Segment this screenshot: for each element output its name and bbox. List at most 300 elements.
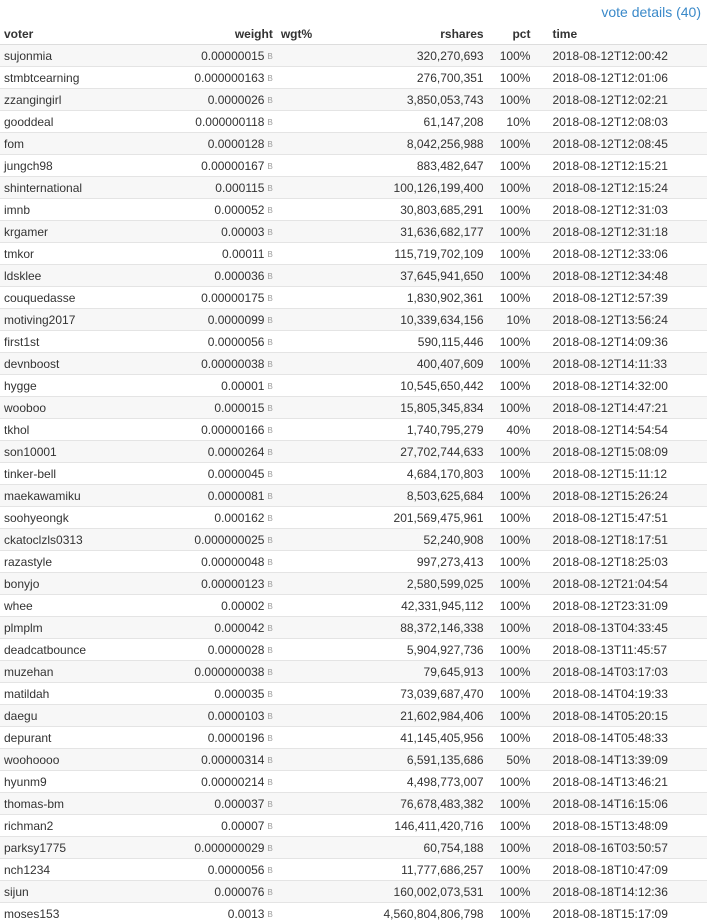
currency-icon: B bbox=[267, 403, 273, 413]
voter-cell[interactable]: jungch98 bbox=[0, 155, 160, 177]
pct-cell: 100% bbox=[488, 89, 535, 111]
voter-cell[interactable]: hygge bbox=[0, 375, 160, 397]
pct-cell: 100% bbox=[488, 375, 535, 397]
weight-cell bbox=[160, 573, 277, 595]
table-row bbox=[0, 551, 707, 573]
wgt-pct-cell bbox=[277, 815, 343, 837]
weight-value: 0.0000196 bbox=[207, 730, 265, 745]
table-row bbox=[0, 771, 707, 793]
wgt-pct-cell bbox=[277, 397, 343, 419]
weight-value: 0.0000045 bbox=[207, 466, 265, 481]
wgt-pct-cell bbox=[277, 617, 343, 639]
wgt-pct-cell bbox=[277, 529, 343, 551]
time-cell: 2018-08-12T12:33:06 bbox=[534, 243, 707, 265]
weight-value: 0.00000175 bbox=[201, 290, 265, 305]
rshares-cell: 115,719,702,109 bbox=[343, 243, 488, 265]
currency-icon: B bbox=[267, 733, 273, 743]
weight-cell bbox=[160, 881, 277, 903]
column-header-time[interactable]: time bbox=[534, 23, 707, 45]
voter-cell[interactable]: thomas-bm bbox=[0, 793, 160, 815]
rshares-cell: 4,498,773,007 bbox=[343, 771, 488, 793]
table-row bbox=[0, 749, 707, 771]
wgt-pct-cell bbox=[277, 89, 343, 111]
wgt-pct-cell bbox=[277, 419, 343, 441]
column-header-weight[interactable]: weight bbox=[160, 23, 277, 45]
rshares-cell: 10,339,634,156 bbox=[343, 309, 488, 331]
wgt-pct-cell bbox=[277, 881, 343, 903]
time-cell: 2018-08-18T15:17:09 bbox=[534, 903, 707, 924]
table-row bbox=[0, 529, 707, 551]
weight-cell bbox=[160, 683, 277, 705]
wgt-pct-cell bbox=[277, 661, 343, 683]
table-row bbox=[0, 441, 707, 463]
weight-value: 0.0000056 bbox=[207, 334, 265, 349]
table-row bbox=[0, 89, 707, 111]
wgt-pct-cell bbox=[277, 595, 343, 617]
table-row bbox=[0, 243, 707, 265]
voter-cell[interactable]: gooddeal bbox=[0, 111, 160, 133]
table-row bbox=[0, 705, 707, 727]
time-cell: 2018-08-12T15:11:12 bbox=[534, 463, 707, 485]
pct-cell: 100% bbox=[488, 353, 535, 375]
weight-value: 0.0000026 bbox=[207, 92, 265, 107]
rshares-cell: 52,240,908 bbox=[343, 529, 488, 551]
weight-value: 0.00002 bbox=[221, 598, 265, 613]
wgt-pct-cell bbox=[277, 793, 343, 815]
voter-cell[interactable]: nch1234 bbox=[0, 859, 160, 881]
voter-cell[interactable]: imnb bbox=[0, 199, 160, 221]
table-row bbox=[0, 419, 707, 441]
pct-cell: 100% bbox=[488, 903, 535, 924]
table-row bbox=[0, 331, 707, 353]
pct-cell: 100% bbox=[488, 199, 535, 221]
rshares-cell: 4,560,804,806,798 bbox=[343, 903, 488, 924]
time-cell: 2018-08-12T14:47:21 bbox=[534, 397, 707, 419]
pct-cell: 100% bbox=[488, 727, 535, 749]
wgt-pct-cell bbox=[277, 331, 343, 353]
time-cell: 2018-08-12T14:11:33 bbox=[534, 353, 707, 375]
rshares-cell: 146,411,420,716 bbox=[343, 815, 488, 837]
time-cell: 2018-08-12T12:15:21 bbox=[534, 155, 707, 177]
wgt-pct-cell bbox=[277, 177, 343, 199]
pct-cell: 10% bbox=[488, 111, 535, 133]
currency-icon: B bbox=[267, 513, 273, 523]
weight-cell bbox=[160, 859, 277, 881]
time-cell: 2018-08-12T12:34:48 bbox=[534, 265, 707, 287]
weight-cell bbox=[160, 397, 277, 419]
rshares-cell: 61,147,208 bbox=[343, 111, 488, 133]
wgt-pct-cell bbox=[277, 243, 343, 265]
weight-value: 0.000000029 bbox=[194, 840, 265, 855]
table-row bbox=[0, 177, 707, 199]
weight-value: 0.0000128 bbox=[207, 136, 265, 151]
currency-icon: B bbox=[267, 909, 273, 919]
voter-cell[interactable]: krgamer bbox=[0, 221, 160, 243]
weight-cell bbox=[160, 353, 277, 375]
voter-cell[interactable]: moses153 bbox=[0, 903, 160, 924]
pct-cell: 100% bbox=[488, 507, 535, 529]
currency-icon: B bbox=[267, 183, 273, 193]
time-cell: 2018-08-12T12:02:21 bbox=[534, 89, 707, 111]
voter-cell[interactable]: bonyjo bbox=[0, 573, 160, 595]
pct-cell: 100% bbox=[488, 551, 535, 573]
time-cell: 2018-08-12T23:31:09 bbox=[534, 595, 707, 617]
table-row bbox=[0, 375, 707, 397]
table-row bbox=[0, 859, 707, 881]
wgt-pct-cell bbox=[277, 265, 343, 287]
voter-cell[interactable]: richman2 bbox=[0, 815, 160, 837]
time-cell: 2018-08-14T16:15:06 bbox=[534, 793, 707, 815]
weight-value: 0.0013 bbox=[227, 906, 265, 921]
wgt-pct-cell bbox=[277, 683, 343, 705]
pct-cell: 100% bbox=[488, 705, 535, 727]
rshares-cell: 5,904,927,736 bbox=[343, 639, 488, 661]
pct-cell: 100% bbox=[488, 683, 535, 705]
voter-cell[interactable]: stmbtcearning bbox=[0, 67, 160, 89]
rshares-cell: 41,145,405,956 bbox=[343, 727, 488, 749]
voter-cell[interactable]: matildah bbox=[0, 683, 160, 705]
currency-icon: B bbox=[267, 271, 273, 281]
currency-icon: B bbox=[267, 689, 273, 699]
weight-value: 0.00003 bbox=[221, 224, 265, 239]
voter-cell[interactable]: soohyeongk bbox=[0, 507, 160, 529]
rshares-cell: 79,645,913 bbox=[343, 661, 488, 683]
rshares-cell: 27,702,744,633 bbox=[343, 441, 488, 463]
voter-cell[interactable]: wooboo bbox=[0, 397, 160, 419]
rshares-cell: 37,645,941,650 bbox=[343, 265, 488, 287]
rshares-cell: 73,039,687,470 bbox=[343, 683, 488, 705]
currency-icon: B bbox=[267, 117, 273, 127]
wgt-pct-cell bbox=[277, 573, 343, 595]
wgt-pct-cell bbox=[277, 67, 343, 89]
weight-cell bbox=[160, 903, 277, 924]
weight-cell bbox=[160, 639, 277, 661]
rshares-cell: 201,569,475,961 bbox=[343, 507, 488, 529]
weight-value: 0.000036 bbox=[214, 268, 265, 283]
voter-cell[interactable]: couquedasse bbox=[0, 287, 160, 309]
table-row bbox=[0, 595, 707, 617]
voter-cell[interactable]: deadcatbounce bbox=[0, 639, 160, 661]
weight-cell bbox=[160, 705, 277, 727]
wgt-pct-cell bbox=[277, 287, 343, 309]
currency-icon: B bbox=[267, 557, 273, 567]
currency-icon: B bbox=[267, 337, 273, 347]
voter-cell[interactable]: first1st bbox=[0, 331, 160, 353]
table-row bbox=[0, 837, 707, 859]
voter-cell[interactable]: motiving2017 bbox=[0, 309, 160, 331]
pct-cell: 100% bbox=[488, 837, 535, 859]
table-row bbox=[0, 485, 707, 507]
wgt-pct-cell bbox=[277, 441, 343, 463]
weight-value: 0.00000123 bbox=[201, 576, 265, 591]
voter-cell[interactable]: muzehan bbox=[0, 661, 160, 683]
voter-cell[interactable]: tmkor bbox=[0, 243, 160, 265]
vote-details-link[interactable] bbox=[601, 4, 701, 20]
pct-cell: 100% bbox=[488, 45, 535, 67]
wgt-pct-cell bbox=[277, 309, 343, 331]
table-row bbox=[0, 463, 707, 485]
voter-cell[interactable]: devnboost bbox=[0, 353, 160, 375]
voter-cell[interactable]: shinternational bbox=[0, 177, 160, 199]
currency-icon: B bbox=[267, 359, 273, 369]
weight-value: 0.0000056 bbox=[207, 862, 265, 877]
weight-cell bbox=[160, 793, 277, 815]
time-cell: 2018-08-14T03:17:03 bbox=[534, 661, 707, 683]
voter-cell[interactable]: razastyle bbox=[0, 551, 160, 573]
rshares-cell: 30,803,685,291 bbox=[343, 199, 488, 221]
vote-details-header bbox=[0, 0, 707, 23]
table-row bbox=[0, 309, 707, 331]
table-row bbox=[0, 221, 707, 243]
table-row bbox=[0, 815, 707, 837]
table-row bbox=[0, 155, 707, 177]
weight-value: 0.00001 bbox=[221, 378, 265, 393]
pct-cell: 100% bbox=[488, 155, 535, 177]
time-cell: 2018-08-14T05:48:33 bbox=[534, 727, 707, 749]
table-row bbox=[0, 353, 707, 375]
weight-value: 0.000035 bbox=[214, 686, 265, 701]
voter-cell[interactable]: maekawamiku bbox=[0, 485, 160, 507]
voter-cell[interactable]: tinker-bell bbox=[0, 463, 160, 485]
table-row bbox=[0, 661, 707, 683]
pct-cell: 100% bbox=[488, 463, 535, 485]
voter-cell[interactable]: plmplm bbox=[0, 617, 160, 639]
wgt-pct-cell bbox=[277, 221, 343, 243]
rshares-cell: 1,740,795,279 bbox=[343, 419, 488, 441]
currency-icon: B bbox=[267, 381, 273, 391]
weight-value: 0.000042 bbox=[214, 620, 265, 635]
pct-cell: 100% bbox=[488, 485, 535, 507]
column-header-pct[interactable]: pct bbox=[488, 23, 535, 45]
weight-value: 0.000162 bbox=[214, 510, 265, 525]
rshares-cell: 400,407,609 bbox=[343, 353, 488, 375]
pct-cell: 100% bbox=[488, 265, 535, 287]
rshares-cell: 15,805,345,834 bbox=[343, 397, 488, 419]
wgt-pct-cell bbox=[277, 353, 343, 375]
currency-icon: B bbox=[267, 777, 273, 787]
voter-cell[interactable]: ldsklee bbox=[0, 265, 160, 287]
voter-cell[interactable]: parksy1775 bbox=[0, 837, 160, 859]
weight-value: 0.00011 bbox=[221, 246, 265, 261]
table-row bbox=[0, 507, 707, 529]
time-cell: 2018-08-12T21:04:54 bbox=[534, 573, 707, 595]
rshares-cell: 100,126,199,400 bbox=[343, 177, 488, 199]
currency-icon: B bbox=[267, 799, 273, 809]
voter-cell[interactable]: fom bbox=[0, 133, 160, 155]
rshares-cell: 76,678,483,382 bbox=[343, 793, 488, 815]
time-cell: 2018-08-12T13:56:24 bbox=[534, 309, 707, 331]
weight-cell bbox=[160, 111, 277, 133]
weight-cell bbox=[160, 485, 277, 507]
time-cell: 2018-08-13T11:45:57 bbox=[534, 639, 707, 661]
weight-value: 0.000052 bbox=[214, 202, 265, 217]
table-row bbox=[0, 111, 707, 133]
weight-cell bbox=[160, 837, 277, 859]
currency-icon: B bbox=[267, 249, 273, 259]
time-cell: 2018-08-12T18:17:51 bbox=[534, 529, 707, 551]
voter-cell[interactable]: son10001 bbox=[0, 441, 160, 463]
rshares-cell: 60,754,188 bbox=[343, 837, 488, 859]
weight-cell bbox=[160, 419, 277, 441]
wgt-pct-cell bbox=[277, 903, 343, 924]
table-row bbox=[0, 617, 707, 639]
time-cell: 2018-08-14T05:20:15 bbox=[534, 705, 707, 727]
weight-cell bbox=[160, 177, 277, 199]
weight-value: 0.00000214 bbox=[201, 774, 265, 789]
time-cell: 2018-08-13T04:33:45 bbox=[534, 617, 707, 639]
time-cell: 2018-08-12T12:01:06 bbox=[534, 67, 707, 89]
currency-icon: B bbox=[267, 293, 273, 303]
weight-value: 0.00007 bbox=[221, 818, 265, 833]
weight-cell bbox=[160, 529, 277, 551]
time-cell: 2018-08-15T13:48:09 bbox=[534, 815, 707, 837]
pct-cell: 100% bbox=[488, 221, 535, 243]
weight-value: 0.00000314 bbox=[201, 752, 265, 767]
wgt-pct-cell bbox=[277, 859, 343, 881]
pct-cell: 100% bbox=[488, 881, 535, 903]
pct-cell: 100% bbox=[488, 287, 535, 309]
voter-cell[interactable]: ckatoclzls0313 bbox=[0, 529, 160, 551]
rshares-cell: 590,115,446 bbox=[343, 331, 488, 353]
weight-cell bbox=[160, 89, 277, 111]
column-header-wgt-pct[interactable]: wgt% bbox=[277, 23, 343, 45]
weight-cell bbox=[160, 551, 277, 573]
weight-cell bbox=[160, 243, 277, 265]
vote-count: (40) bbox=[676, 4, 701, 20]
time-cell: 2018-08-12T15:08:09 bbox=[534, 441, 707, 463]
table-row bbox=[0, 727, 707, 749]
voter-cell[interactable]: tkhol bbox=[0, 419, 160, 441]
wgt-pct-cell bbox=[277, 111, 343, 133]
rshares-cell: 1,830,902,361 bbox=[343, 287, 488, 309]
rshares-cell: 11,777,686,257 bbox=[343, 859, 488, 881]
wgt-pct-cell bbox=[277, 133, 343, 155]
pct-cell: 100% bbox=[488, 243, 535, 265]
currency-icon: B bbox=[267, 887, 273, 897]
wgt-pct-cell bbox=[277, 485, 343, 507]
pct-cell: 100% bbox=[488, 67, 535, 89]
table-row bbox=[0, 45, 707, 67]
time-cell: 2018-08-12T12:31:03 bbox=[534, 199, 707, 221]
currency-icon: B bbox=[267, 755, 273, 765]
weight-value: 0.00000038 bbox=[201, 356, 265, 371]
time-cell: 2018-08-12T12:15:24 bbox=[534, 177, 707, 199]
currency-icon: B bbox=[267, 821, 273, 831]
pct-cell: 100% bbox=[488, 815, 535, 837]
wgt-pct-cell bbox=[277, 199, 343, 221]
time-cell: 2018-08-14T13:39:09 bbox=[534, 749, 707, 771]
weight-value: 0.00000015 bbox=[201, 48, 265, 63]
table-row bbox=[0, 67, 707, 89]
column-header-rshares[interactable]: rshares bbox=[343, 23, 488, 45]
weight-cell bbox=[160, 287, 277, 309]
pct-cell: 100% bbox=[488, 859, 535, 881]
currency-icon: B bbox=[267, 491, 273, 501]
weight-value: 0.00000048 bbox=[201, 554, 265, 569]
currency-icon: B bbox=[267, 865, 273, 875]
wgt-pct-cell bbox=[277, 771, 343, 793]
voter-cell[interactable]: daegu bbox=[0, 705, 160, 727]
voter-cell[interactable]: zzangingirl bbox=[0, 89, 160, 111]
weight-cell bbox=[160, 375, 277, 397]
column-header-voter[interactable]: voter bbox=[0, 23, 160, 45]
table-row bbox=[0, 793, 707, 815]
weight-cell bbox=[160, 309, 277, 331]
time-cell: 2018-08-12T12:31:18 bbox=[534, 221, 707, 243]
weight-cell bbox=[160, 67, 277, 89]
currency-icon: B bbox=[267, 645, 273, 655]
weight-cell bbox=[160, 199, 277, 221]
pct-cell: 50% bbox=[488, 749, 535, 771]
weight-value: 0.000000025 bbox=[194, 532, 265, 547]
pct-cell: 100% bbox=[488, 177, 535, 199]
wgt-pct-cell bbox=[277, 375, 343, 397]
weight-value: 0.000037 bbox=[214, 796, 265, 811]
rshares-cell: 8,503,625,684 bbox=[343, 485, 488, 507]
time-cell: 2018-08-12T15:26:24 bbox=[534, 485, 707, 507]
voter-cell[interactable]: whee bbox=[0, 595, 160, 617]
pct-cell: 100% bbox=[488, 595, 535, 617]
weight-cell bbox=[160, 133, 277, 155]
rshares-cell: 6,591,135,686 bbox=[343, 749, 488, 771]
table-row bbox=[0, 199, 707, 221]
weight-cell bbox=[160, 749, 277, 771]
rshares-cell: 21,602,984,406 bbox=[343, 705, 488, 727]
currency-icon: B bbox=[267, 95, 273, 105]
votes-table-header bbox=[0, 23, 707, 45]
voter-cell[interactable]: depurant bbox=[0, 727, 160, 749]
weight-cell bbox=[160, 727, 277, 749]
time-cell: 2018-08-12T14:54:54 bbox=[534, 419, 707, 441]
pct-cell: 100% bbox=[488, 331, 535, 353]
time-cell: 2018-08-18T10:47:09 bbox=[534, 859, 707, 881]
pct-cell: 100% bbox=[488, 639, 535, 661]
wgt-pct-cell bbox=[277, 749, 343, 771]
weight-value: 0.00000167 bbox=[201, 158, 265, 173]
voter-cell[interactable]: sujonmia bbox=[0, 45, 160, 67]
table-row bbox=[0, 287, 707, 309]
weight-cell bbox=[160, 617, 277, 639]
currency-icon: B bbox=[267, 843, 273, 853]
currency-icon: B bbox=[267, 205, 273, 215]
voter-cell[interactable]: sijun bbox=[0, 881, 160, 903]
weight-value: 0.0000264 bbox=[207, 444, 265, 459]
rshares-cell: 10,545,650,442 bbox=[343, 375, 488, 397]
time-cell: 2018-08-12T12:57:39 bbox=[534, 287, 707, 309]
currency-icon: B bbox=[267, 447, 273, 457]
weight-cell bbox=[160, 771, 277, 793]
weight-cell bbox=[160, 661, 277, 683]
weight-value: 0.0000028 bbox=[207, 642, 265, 657]
weight-cell bbox=[160, 595, 277, 617]
currency-icon: B bbox=[267, 535, 273, 545]
weight-value: 0.0000099 bbox=[207, 312, 265, 327]
pct-cell: 100% bbox=[488, 573, 535, 595]
weight-value: 0.00000166 bbox=[201, 422, 265, 437]
table-row bbox=[0, 881, 707, 903]
currency-icon: B bbox=[267, 161, 273, 171]
weight-value: 0.000115 bbox=[215, 180, 265, 195]
currency-icon: B bbox=[267, 73, 273, 83]
time-cell: 2018-08-12T18:25:03 bbox=[534, 551, 707, 573]
table-row bbox=[0, 573, 707, 595]
pct-cell: 100% bbox=[488, 661, 535, 683]
voter-cell[interactable]: hyunm9 bbox=[0, 771, 160, 793]
currency-icon: B bbox=[267, 227, 273, 237]
wgt-pct-cell bbox=[277, 155, 343, 177]
wgt-pct-cell bbox=[277, 551, 343, 573]
voter-cell[interactable]: woohoooo bbox=[0, 749, 160, 771]
